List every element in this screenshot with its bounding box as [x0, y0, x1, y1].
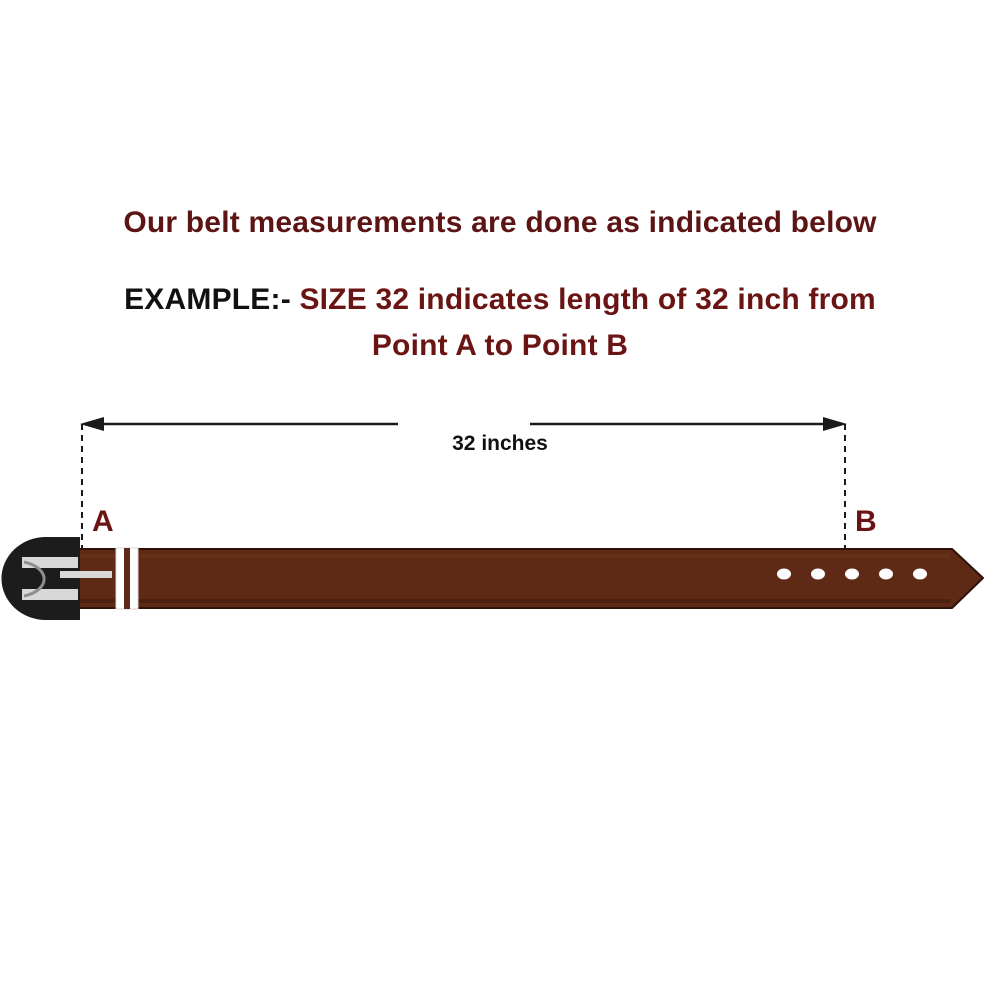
- example-line-2: Point A to Point B: [371, 329, 629, 362]
- belt-hole: [913, 569, 927, 580]
- page-title: Our belt measurements are done as indicated below: [123, 206, 877, 239]
- point-b-label: B: [855, 505, 877, 538]
- belt-hole: [845, 569, 859, 580]
- point-a-label: A: [92, 505, 114, 538]
- example-line-1-rest: SIZE 32 indicates length of 32 inch from: [290, 283, 876, 316]
- belt-hole: [811, 569, 825, 580]
- buckle-prong: [60, 571, 112, 578]
- example-prefix: EXAMPLE:-: [124, 283, 291, 316]
- belt-hole: [777, 569, 791, 580]
- belt-hole: [879, 569, 893, 580]
- dimension-line-group: [80, 417, 847, 552]
- arrow-head-right: [823, 417, 847, 431]
- measurement-label: 32 inches: [452, 432, 548, 455]
- white-keeper-loop: [116, 548, 138, 609]
- belt-strap: [78, 548, 983, 609]
- arrow-head-left: [80, 417, 104, 431]
